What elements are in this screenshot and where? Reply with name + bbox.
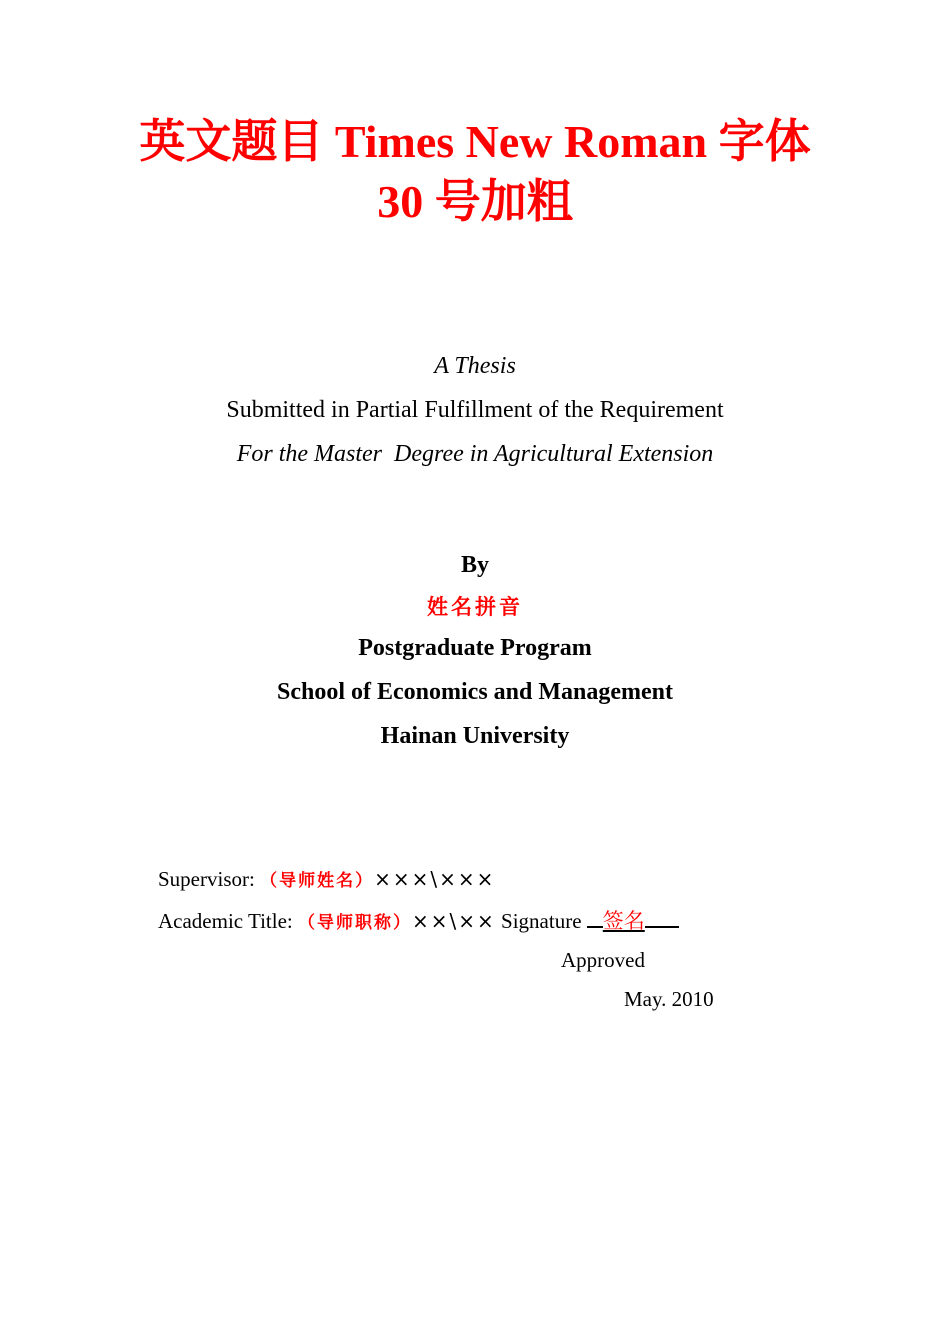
approved-label: Approved xyxy=(561,948,645,972)
academic-title-line xyxy=(158,906,679,937)
academic-title-marks: ××\×× xyxy=(412,909,496,933)
program-name: Postgraduate Program xyxy=(358,635,592,661)
thesis-kind: A Thesis xyxy=(434,353,516,379)
degree-statement: For the Master Degree in Agricultural Extension xyxy=(236,441,714,467)
signature-underline-right xyxy=(645,906,679,928)
thesis-title-line-2: 30 号加粗 xyxy=(377,176,573,227)
submitted-statement: Submitted in Partial Fulfillment of the Requirement xyxy=(226,397,724,423)
by-label: By xyxy=(460,552,489,578)
thesis-title xyxy=(80,112,870,232)
supervisor-label: Supervisor: xyxy=(158,867,255,891)
school-name: School of Economics and Management xyxy=(277,679,673,705)
author-name-pinyin: 姓名拼音 xyxy=(427,595,523,619)
university-name: Hainan University xyxy=(380,723,570,749)
signature-underline-left xyxy=(587,906,603,928)
signature-value: 签名 xyxy=(602,909,645,933)
approval-date: May. 2010 xyxy=(624,987,714,1011)
supervisor-name-hint: （导师姓名） xyxy=(260,871,375,891)
thesis-title-line-1: 英文题目 Times New Roman 字体 xyxy=(139,116,811,167)
signature-label: Signature xyxy=(501,909,582,933)
academic-title-label: Academic Title: xyxy=(158,909,293,933)
supervisor-name-marks: ×××\××× xyxy=(374,867,496,891)
academic-title-hint: （导师职称） xyxy=(298,913,412,933)
supervisor-line xyxy=(158,865,495,895)
